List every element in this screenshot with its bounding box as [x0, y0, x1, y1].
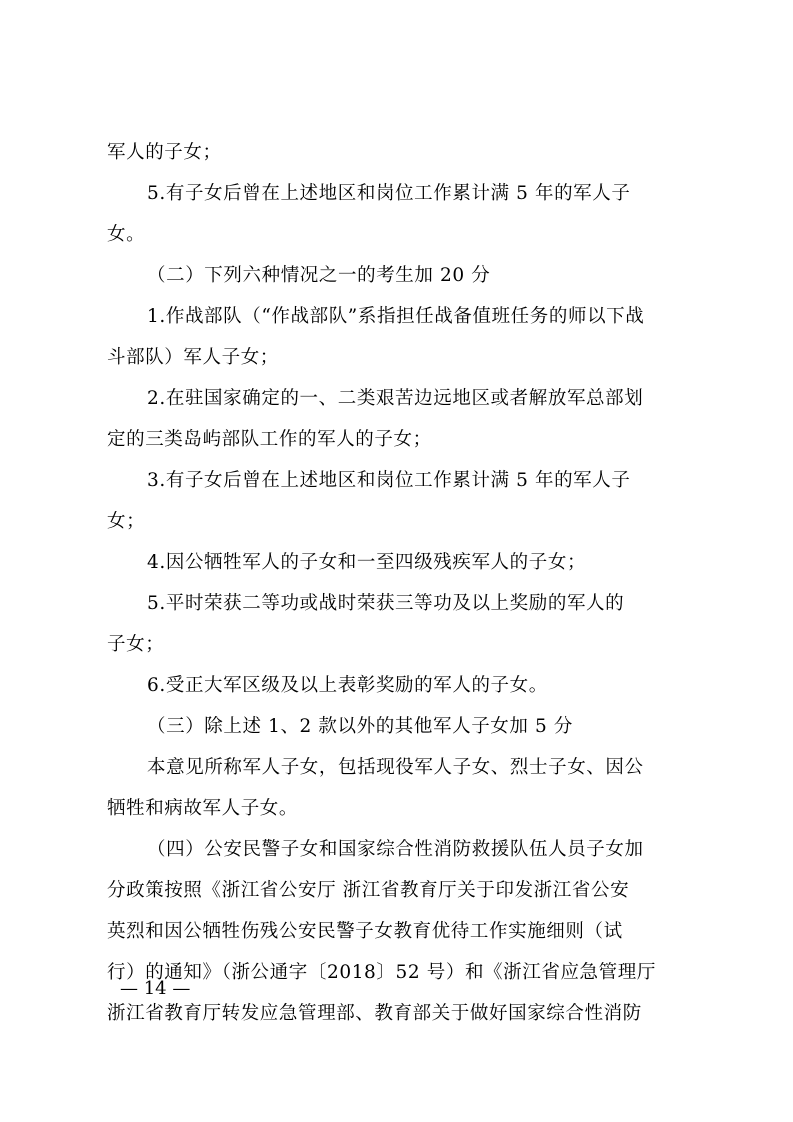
text-line: 分政策按照《浙江省公安厅 浙江省教育厅关于印发浙江省公安 [107, 880, 630, 901]
text-line: 浙江省教育厅转发应急管理部、教育部关于做好国家综合性消防 [107, 1003, 642, 1024]
text-line: 军人的子女； [107, 142, 222, 163]
text-line: 牺牲和病故军人子女。 [107, 798, 299, 819]
section-heading: （二）下列六种情况之一的考生加 20 分 [147, 265, 491, 286]
document-body [107, 132, 695, 1034]
page-number: — 14 — [120, 978, 191, 999]
text-line: 5.平时荣获二等功或战时荣获三等功及以上奖励的军人的 [147, 593, 625, 614]
text-line: 行）的通知》（浙公通字〔2018〕52 号）和《浙江省应急管理厅 [107, 962, 656, 983]
text-line: 1.作战部队（“作战部队”系指担任战备值班任务的师以下战 [147, 306, 645, 327]
section-heading: （三）除上述 1、2 款以外的其他军人子女加 5 分 [147, 716, 573, 737]
text-line: 英烈和因公牺牲伤残公安民警子女教育优待工作实施细则（试 [107, 921, 623, 942]
text-line: 斗部队）军人子女； [107, 347, 279, 368]
text-line: 4.因公牺牲军人的子女和一至四级残疾军人的子女； [147, 552, 587, 573]
text-line: 2.在驻国家确定的一、二类艰苦边远地区或者解放军总部划 [147, 388, 644, 409]
text-line: 女； [107, 511, 146, 532]
text-line: 3.有子女后曾在上述地区和岗位工作累计满 5 年的军人子 [147, 470, 631, 491]
text-line: 子女； [107, 634, 165, 655]
text-line: 定的三类岛屿部队工作的军人的子女； [107, 429, 432, 450]
text-line: 6.受正大军区级及以上表彰奖励的军人的子女。 [147, 675, 548, 696]
text-line: 5.有子女后曾在上述地区和岗位工作累计满 5 年的军人子 [147, 183, 631, 204]
text-line: 女。 [107, 224, 146, 245]
section-heading: （四）公安民警子女和国家综合性消防救援队伍人员子女加 [147, 839, 644, 860]
text-line: 本意见所称军人子女，包括现役军人子女、烈士子女、因公 [147, 757, 644, 778]
